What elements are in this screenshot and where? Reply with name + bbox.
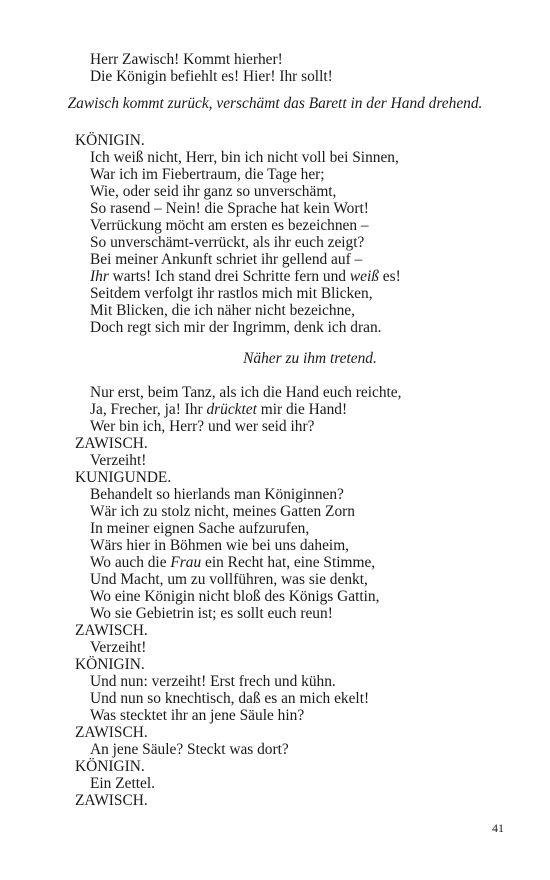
- speaker-name: KÖNIGIN.: [75, 132, 145, 149]
- verse-line: An jene Säule? Steckt was dort?: [90, 741, 289, 758]
- verse-line: Wo sie Gebietrin ist; es sollt euch reun!: [90, 605, 333, 622]
- speaker-name: ZAWISCH.: [75, 435, 148, 452]
- verse-line: War ich im Fiebertraum, die Tage her;: [90, 166, 325, 183]
- verse-line: Herr Zawisch! Kommt hierher!: [90, 51, 283, 68]
- speaker-name: KÖNIGIN.: [75, 758, 145, 775]
- verse-line: Seitdem verfolgt ihr rastlos mich mit Blicken,: [90, 285, 373, 302]
- verse-line: Wärs hier in Böhmen wie bei uns daheim,: [90, 537, 350, 554]
- verse-line: Ich weiß nicht, Herr, bin ich nicht voll bei Sinnen,: [90, 149, 399, 166]
- emphasized-word: drücktet: [206, 401, 257, 418]
- verse-line: So unverschämt-verrückt, als ihr euch zeigt?: [90, 234, 365, 251]
- emphasized-word: Frau: [170, 554, 202, 571]
- verse-line: Und nun: verzeiht! Erst frech und kühn.: [90, 673, 336, 690]
- verse-segment: ein Recht hat, eine Stimme,: [201, 554, 376, 571]
- verse-line: Mit Blicken, die ich näher nicht bezeichne,: [90, 302, 355, 319]
- verse-line: [90, 401, 347, 418]
- verse-line: Ein Zettel.: [90, 775, 155, 792]
- verse-line: Wer bin ich, Herr? und wer seid ihr?: [90, 418, 315, 435]
- verse-segment: mir die Hand!: [256, 401, 348, 418]
- verse-line: Und nun so knechtisch, daß es an mich ekelt!: [90, 690, 370, 707]
- verse-line: [90, 554, 375, 571]
- verse-line: Wie, oder seid ihr ganz so unverschämt,: [90, 183, 337, 200]
- verse-line: [90, 268, 401, 285]
- verse-segment: warts! Ich stand drei Schritte fern und: [108, 268, 350, 285]
- verse-line: Verzeiht!: [90, 452, 147, 469]
- verse-segment: es!: [378, 268, 401, 285]
- stage-direction: Näher zu ihm tretend.: [243, 350, 377, 367]
- verse-line: Wo eine Königin nicht bloß des Königs Gattin,: [90, 588, 380, 605]
- verse-line: Was stecktet ihr an jene Säule hin?: [90, 707, 305, 724]
- speaker-name: ZAWISCH.: [75, 792, 148, 809]
- verse-line: Und Macht, um zu vollführen, was sie denkt,: [90, 571, 368, 588]
- verse-line: Wär ich zu stolz nicht, meines Gatten Zorn: [90, 503, 355, 520]
- verse-line: Bei meiner Ankunft schriet ihr gellend auf –: [90, 251, 363, 268]
- page-number: 41: [492, 821, 504, 835]
- verse-segment: Wo auch die: [90, 554, 171, 571]
- verse-segment: Ja, Frecher, ja! Ihr: [90, 401, 207, 418]
- speaker-name: ZAWISCH.: [75, 724, 148, 741]
- emphasized-word: weiß: [349, 268, 379, 285]
- verse-line: Behandelt so hierlands man Königinnen?: [90, 486, 344, 503]
- verse-line: Doch regt sich mir der Ingrimm, denk ich dran.: [90, 319, 382, 336]
- emphasized-word: Ihr: [90, 268, 109, 285]
- verse-line: Die Königin befiehlt es! Hier! Ihr sollt!: [90, 68, 333, 85]
- stage-direction: Zawisch kommt zurück, verschämt das Barett in der Hand drehend.: [67, 95, 483, 112]
- verse-line: In meiner eignen Sache aufzurufen,: [90, 520, 310, 537]
- speaker-name: ZAWISCH.: [75, 622, 148, 639]
- verse-line: Nur erst, beim Tanz, als ich die Hand euch reichte,: [90, 384, 402, 401]
- verse-line: Verrückung möcht am ersten es bezeichnen –: [90, 217, 369, 234]
- speaker-name: KUNIGUNDE.: [75, 469, 172, 486]
- verse-line: So rasend – Nein! die Sprache hat kein Wort!: [90, 200, 369, 217]
- verse-line: Verzeiht!: [90, 639, 147, 656]
- speaker-name: KÖNIGIN.: [75, 656, 145, 673]
